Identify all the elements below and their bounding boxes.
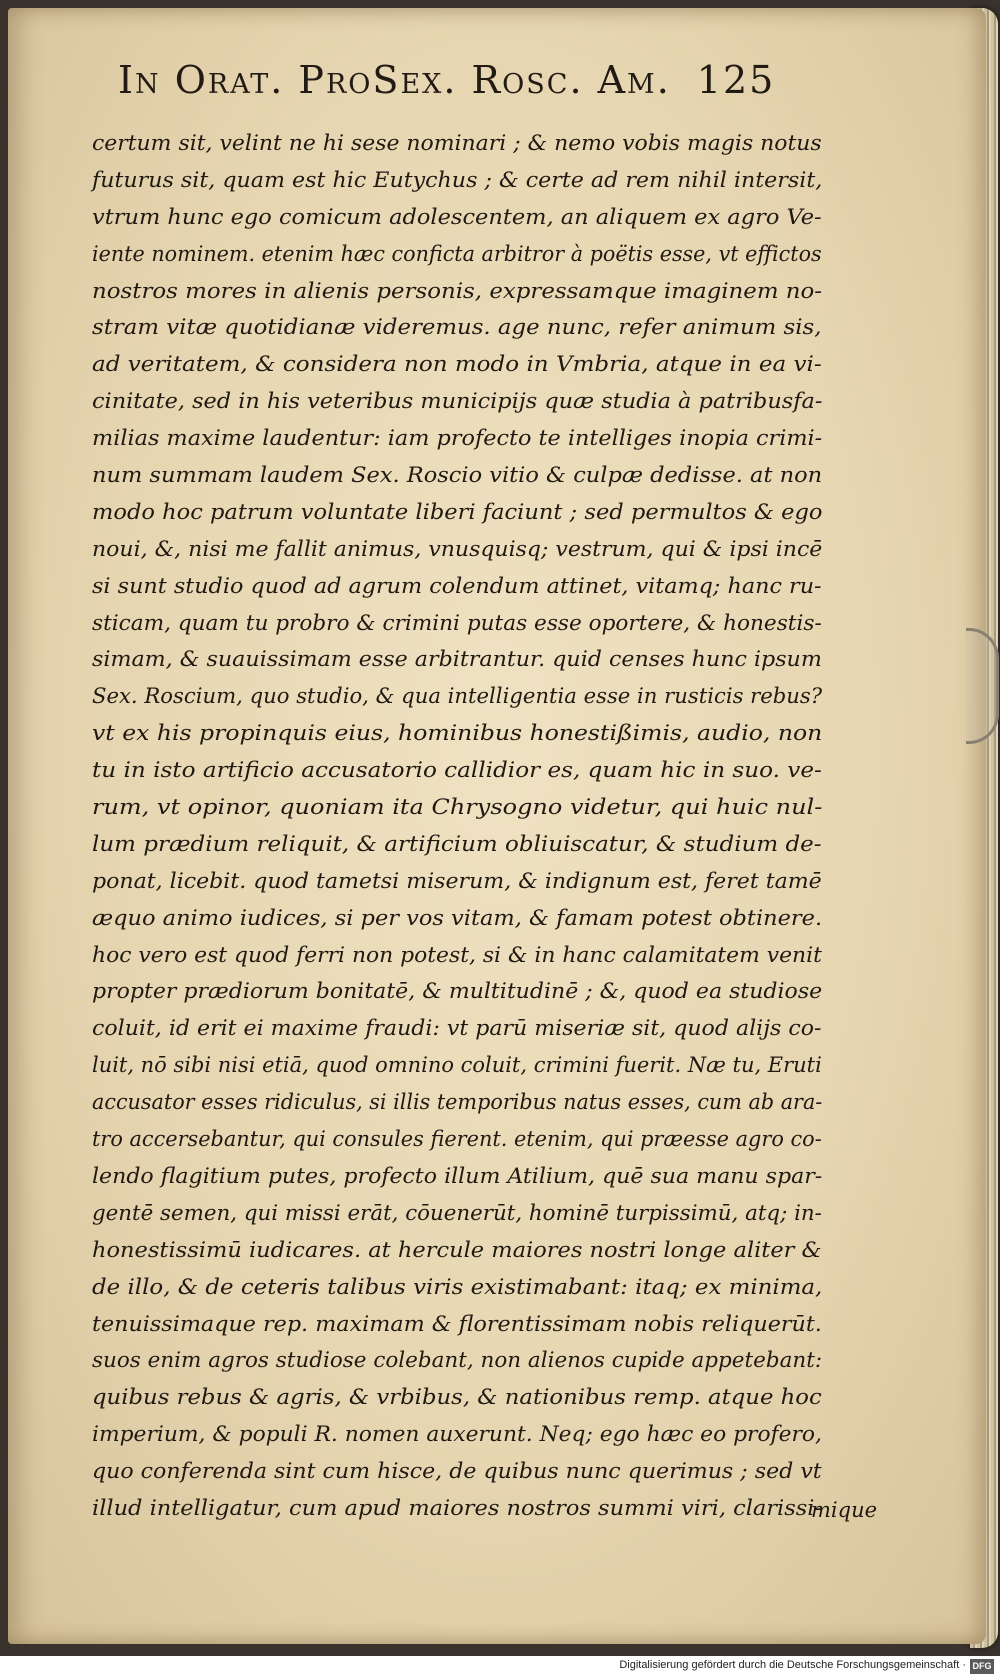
text-line: de illo, & de ceteris talibus viris existimabant: itaq; ex minima, bbox=[92, 1274, 823, 1299]
text-line: Sex. Roscium, quo studio, & qua intelligentia esse in rusticis rebus? bbox=[92, 684, 823, 709]
text-line: milias maxime laudentur: iam profecto te intelliges inopia crimi- bbox=[92, 426, 823, 451]
book-clasp bbox=[966, 628, 999, 744]
text-line: num summam laudem Sex. Roscio vitio & culpæ dedisse. at non bbox=[92, 463, 823, 488]
text-line: accusator esses ridiculus, si illis temporibus natus esses, cum ab ara- bbox=[92, 1090, 823, 1115]
text-line: si sunt studio quod ad agrum colendum attinet, vitamq; hanc ru- bbox=[92, 573, 822, 598]
text-line: æquo animo iudices, si per vos vitam, & famam potest obtinere. bbox=[92, 905, 823, 930]
text-line: propter prædiorum bonitatē, & multitudinē ; &, quod ea studiose bbox=[92, 979, 823, 1004]
text-line: lendo flagitium putes, profecto illum Atilium, quē sua manu spar- bbox=[92, 1163, 823, 1188]
text-line: vtrum hunc ego comicum adolescentem, an aliquem ex agro Ve- bbox=[92, 204, 822, 229]
text-line: tu in isto artificio accusatorio callidior es, quam hic in suo. ve- bbox=[92, 758, 822, 783]
text-line: quo conferenda sint cum hisce, de quibus nunc querimus ; sed vt bbox=[92, 1459, 822, 1484]
footer-bar bbox=[0, 1656, 1000, 1679]
text-line: sticam, quam tu probro & crimini putas esse oportere, & honestis- bbox=[92, 610, 822, 635]
text-line: ad veritatem, & considera non modo in Vmbria, atque in ea vi- bbox=[92, 352, 822, 377]
page-header bbox=[118, 58, 918, 118]
text-line: hoc vero est quod ferri non potest, si & in hanc calamitatem venit bbox=[92, 942, 822, 967]
dfg-logo: DFG bbox=[970, 1659, 994, 1674]
catchword: mique bbox=[811, 1498, 878, 1522]
text-line: honestissimū iudicares. at hercule maiores nostri longe aliter & bbox=[92, 1237, 822, 1262]
text-line: ponat, licebit. quod tametsi miserum, & indignum est, feret tamē bbox=[92, 868, 822, 893]
text-line: illud intelligatur, cum apud maiores nostros summi viri, clarissi- bbox=[92, 1495, 823, 1520]
text-line: quibus rebus & agris, & vrbibus, & nationibus remp. atque hoc bbox=[92, 1385, 822, 1410]
text-line: certum sit, velint ne hi sese nominari ; & nemo vobis magis notus bbox=[92, 131, 822, 155]
text-line: noui, &, nisi me fallit animus, vnusquisq; vestrum, qui & ipsi incē bbox=[92, 536, 823, 561]
text-line: stram vitæ quotidianæ videremus. age nunc, refer animum sis, bbox=[92, 315, 822, 340]
text-line: futurus sit, quam est hic Eutychus ; & certe ad rem nihil intersit, bbox=[92, 167, 823, 192]
text-line: modo hoc patrum voluntate liberi faciunt ; sed permultos & ego bbox=[92, 499, 823, 524]
running-title: In Orat. ProSex. Rosc. Am. bbox=[118, 58, 671, 102]
text-line: imperium, & populi R. nomen auxerunt. Neq; ego hæc eo profero, bbox=[92, 1422, 822, 1447]
text-line: gentē semen, qui missi erāt, cōuenerūt, hominē turpissimū, atq; in- bbox=[92, 1200, 822, 1225]
text-line: lum prædium reliquit, & artificium obliuiscatur, & studium de- bbox=[92, 831, 822, 856]
text-line: iente nominem. etenim hæc conficta arbitror à poëtis esse, vt effictos bbox=[92, 241, 822, 266]
text-line: nostros mores in alienis personis, expressamque imaginem no- bbox=[92, 278, 823, 303]
text-line: rum, vt opinor, quoniam ita Chrysogno videtur, qui huic nul- bbox=[92, 795, 823, 820]
text-line: coluit, id erit ei maxime fraudi: vt parū miseriæ sit, quod alijs co- bbox=[92, 1016, 822, 1041]
text-line: suos enim agros studiose colebant, non alienos cupide appetebant: bbox=[92, 1348, 823, 1373]
text-line: vt ex his propinquis eius, hominibus honestißimis, audio, non bbox=[92, 721, 823, 746]
text-line: tenuissimaque rep. maximam & florentissimam nobis reliquerūt. bbox=[92, 1311, 822, 1336]
page-number: 125 bbox=[696, 58, 776, 102]
text-line: luit, nō sibi nisi etiā, quod omnino coluit, crimini fuerit. Næ tu, Eruti bbox=[92, 1053, 822, 1078]
text-line: simam, & suauissimam esse arbitrantur. quid censes hunc ipsum bbox=[92, 647, 822, 672]
body-text bbox=[92, 125, 822, 1527]
footer-credit: Digitalisierung gefördert durch die Deutsche Forschungsgemeinschaft · bbox=[619, 1659, 966, 1671]
text-line: cinitate, sed in his veteribus municipijs quæ studia à patribusfa- bbox=[92, 389, 823, 414]
text-line: tro accersebantur, qui consules fierent. etenim, qui præesse agro co- bbox=[92, 1127, 822, 1152]
